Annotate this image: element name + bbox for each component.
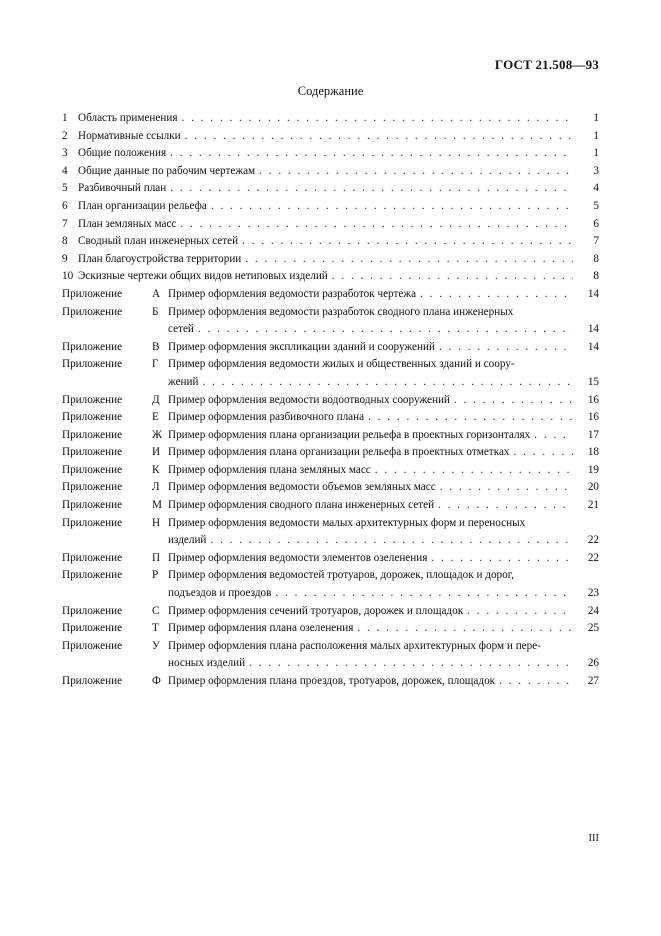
toc-entry-prefix [62,620,168,638]
toc-entry-title: подъездов и проездов [168,587,272,600]
toc-page-number: 7 [593,235,599,248]
toc-entry-prefix [62,444,168,462]
toc-page-number: 14 [587,323,599,336]
toc-page-number: 15 [587,375,599,388]
toc-entry-title: Пример оформления ведомости объемов земляных масс [168,481,436,494]
toc-entry [62,268,599,286]
toc-appendix-entry [62,479,599,497]
toc-entry-body [168,550,599,568]
standard-code: ГОСТ 21.508—93 [494,57,599,72]
toc-page-number: 14 [587,340,599,353]
toc-leader-dots [238,233,573,251]
toc-leader-dots [176,216,573,234]
toc-appendix-entry [62,427,599,445]
toc-entry-body [78,180,599,198]
toc-entry-line [168,620,599,638]
toc-entry-line [168,444,599,462]
toc-entry-title: жений [168,375,199,388]
toc-page-number: 14 [587,287,599,300]
toc-entry-line [168,304,599,322]
appendix-label: Приложение [62,393,123,406]
toc-entry-body [168,567,599,602]
toc-leader-dots [241,251,573,269]
appendix-letter: Е [152,411,159,424]
appendix-letter: Р [152,569,159,582]
appendix-letter: Н [152,516,161,529]
toc-entry-line [168,567,599,585]
appendix-letter: Г [152,358,159,371]
toc-entry-body [78,163,599,181]
toc-entry-title: Пример оформления плана организации рельефа в проектных отметках [168,446,510,459]
toc-entry-prefix [62,110,78,128]
appendix-label: Приложение [62,569,123,582]
toc-entry [62,233,599,251]
appendix-letter: Ж [152,428,163,441]
toc-entry-title: Пример оформления сечений тротуаров, дорожек и площадок [168,604,464,617]
toc-leader-dots [206,532,573,550]
toc-leader-dots [271,585,573,603]
toc-page-number: 1 [593,112,599,124]
appendix-letter: М [152,499,162,512]
toc-page-number: 16 [587,393,599,406]
toc-entry-title: Эскизные чертежи общих видов нетиповых изделий [78,270,328,283]
appendix-label: Приложение [62,463,123,476]
toc-entry-line [168,321,599,339]
toc-entry-prefix [62,268,78,286]
toc-entry-line [168,638,599,656]
toc-title: Содержание [297,84,364,98]
toc-entry-line [78,163,599,181]
toc-entry-body [168,339,599,357]
toc-entry-body [168,286,599,304]
toc-page-number: 26 [587,657,599,670]
toc-entry [62,145,599,163]
toc-entry-title: Пример оформления ведомости водоотводных сооружений [168,393,450,406]
toc-entry [62,198,599,216]
toc-appendix-entry [62,603,599,621]
toc-entry-prefix [62,392,168,410]
toc-entry-line [78,233,599,251]
toc-entry-title: Пример оформления плана земляных масс [168,463,371,476]
appendix-label: Приложение [62,516,123,529]
toc-entry-title: Пример оформления плана организации рельефа в проектных горизонталях [168,428,531,441]
toc-page-number: 22 [587,534,599,547]
toc-entry-line [168,356,599,374]
toc-entry-prefix [62,128,78,146]
toc-entry-body [78,110,599,128]
toc-leader-dots [427,550,573,568]
toc-entry-prefix [62,567,168,585]
toc-entry-prefix [62,339,168,357]
appendix-label: Приложение [62,481,123,494]
toc-entry-title: Пример оформления плана проездов, тротуаров, дорожек, площадок [168,675,496,687]
toc-leader-dots [207,198,573,216]
toc-entry-title: Пример оформления экспликации зданий и сооружений [168,340,435,353]
toc-entry-line [168,286,599,304]
appendix-label: Приложение [62,675,123,687]
toc-appendix-entry [62,286,599,304]
toc-page-number: 1 [593,129,599,142]
toc-entry-line [168,585,599,603]
toc-entry-line [78,128,599,146]
toc-leader-dots [450,392,573,410]
appendix-label: Приложение [62,639,123,652]
toc-leader-dots [245,655,573,673]
toc-entry-line [78,198,599,216]
toc-entry-prefix [62,356,168,374]
toc-appendix-entry [62,462,599,480]
toc-leader-dots [353,620,573,638]
toc-section-number: 9 [62,252,68,265]
toc-entry-title: Область применения [78,112,178,124]
appendix-letter: И [152,446,161,459]
toc-leader-dots [181,128,573,146]
appendix-label: Приложение [62,622,123,635]
toc-entry-title: Пример оформления плана озеленения [168,622,354,635]
table-of-contents [62,110,599,691]
appendix-label: Приложение [62,604,123,617]
toc-entry-line [168,515,599,533]
toc-entry-title: Пример оформления плана расположения малых архитектурных форм и пере- [168,639,541,652]
toc-section-number: 4 [62,164,68,177]
toc-page-number: 27 [587,675,599,687]
toc-entry-title: План земляных масс [78,217,177,230]
appendix-label: Приложение [62,551,123,564]
toc-leader-dots [463,603,573,621]
toc-appendix-entry [62,444,599,462]
toc-entry-body [78,216,599,234]
toc-leader-dots [510,444,573,462]
toc-entry-body [78,145,599,163]
toc-entry-title: План организации рельефа [78,199,207,212]
toc-entry-line [168,374,599,392]
toc-page-number: 8 [593,270,599,283]
toc-entry-line [168,462,599,480]
toc-appendix-entry [62,567,599,602]
appendix-letter: П [152,551,161,564]
appendix-label: Приложение [62,340,123,353]
toc-leader-dots [416,286,573,304]
toc-entry-prefix [62,673,168,691]
toc-entry-line [78,180,599,198]
toc-entry-body [168,673,599,691]
toc-entry-prefix [62,216,78,234]
appendix-label: Приложение [62,446,123,459]
toc-leader-dots [364,409,573,427]
toc-entry-body [168,620,599,638]
toc-entry-body [168,515,599,550]
toc-entry-title: Общие данные по рабочим чертежам [78,164,256,177]
toc-entry-prefix [62,409,168,427]
appendix-letter: Л [152,481,160,494]
toc-entry-line [78,251,599,269]
toc-section-number: 5 [62,182,68,195]
toc-leader-dots [530,427,573,445]
toc-leader-dots [371,462,573,480]
toc-appendix-entry [62,515,599,550]
toc-entry-body [78,198,599,216]
toc-entry-body [78,233,599,251]
toc-leader-dots [328,268,573,286]
toc-entry-line [78,110,599,128]
toc-entry-body [78,268,599,286]
toc-entry-line [78,268,599,286]
appendix-letter: В [152,340,160,353]
appendix-letter: Д [152,393,160,406]
toc-page-number: 5 [593,199,599,212]
appendix-letter: Ф [152,675,161,687]
toc-entry [62,251,599,269]
toc-entry-body [168,497,599,515]
toc-entry [62,128,599,146]
toc-entry-line [168,339,599,357]
toc-leader-dots [166,180,573,198]
appendix-label: Приложение [62,428,123,441]
toc-entry-line [168,655,599,673]
toc-entry-body [168,392,599,410]
toc-leader-dots [436,479,573,497]
toc-appendix-entry [62,392,599,410]
toc-entry-prefix [62,479,168,497]
appendix-label: Приложение [62,499,123,512]
appendix-letter: Т [152,622,159,635]
toc-entry-title: Пример оформления ведомостей тротуаров, дорожек, площадок и дорог, [168,569,514,582]
toc-entry [62,110,599,128]
toc-entry [62,163,599,181]
toc-leader-dots [434,497,573,515]
toc-appendix-entry [62,339,599,357]
toc-entry-line [168,673,599,691]
toc-entry-line [168,427,599,445]
toc-entry-title: изделий [168,534,207,547]
toc-entry-title: Пример оформления ведомости малых архитектурных форм и переносных [168,516,526,529]
toc-page-number: 3 [593,164,599,177]
toc-section-number: 6 [62,199,68,212]
toc-section-number: 2 [62,129,68,142]
appendix-label: Приложение [62,287,123,300]
appendix-letter: К [152,463,160,476]
appendix-label: Приложение [62,305,123,318]
toc-entry-title: Пример оформления ведомости разработок чертежа [168,287,417,300]
toc-page-number: 21 [587,499,599,512]
toc-entry-title: План благоустройства территории [78,252,242,265]
toc-entry-title: Пример оформления разбивочного плана [168,411,365,424]
toc-entry-prefix [62,427,168,445]
toc-appendix-entry [62,497,599,515]
toc-entry-prefix [62,145,78,163]
toc-page-number: 1 [593,147,599,160]
toc-page-number: 18 [587,446,599,459]
toc-entry-title: носных изделий [168,657,246,670]
toc-section-number: 3 [62,147,68,160]
toc-entry-title: Пример оформления ведомости элементов озеленения [168,551,428,564]
toc-entry-line [168,409,599,427]
toc-entry-body [78,251,599,269]
toc-leader-dots [199,374,573,392]
toc-leader-dots [166,145,573,163]
toc-page-number: 22 [587,551,599,564]
toc-page-number: 16 [587,411,599,424]
toc-entry-prefix [62,550,168,568]
toc-appendix-entry [62,356,599,391]
toc-page-number: 23 [587,587,599,600]
toc-entry [62,216,599,234]
toc-leader-dots [177,110,573,128]
toc-page-number: 19 [587,463,599,476]
toc-appendix-entry [62,638,599,673]
toc-entry-body [78,128,599,146]
toc-entry-body [168,444,599,462]
toc-entry-body [168,603,599,621]
toc-entry-body [168,409,599,427]
toc-entry-line [168,497,599,515]
toc-section-number: 1 [62,112,68,124]
toc-entry [62,180,599,198]
appendix-letter: У [152,639,160,652]
toc-page-number: 4 [593,182,599,195]
appendix-label: Приложение [62,358,123,371]
appendix-letter: А [152,287,161,300]
toc-section-number: 8 [62,235,68,248]
toc-leader-dots [255,163,573,181]
toc-entry-title: Пример оформления сводного плана инженерных сетей [168,499,435,512]
toc-entry-title: сетей [168,323,194,336]
toc-section-number: 7 [62,217,68,230]
toc-entry-prefix [62,163,78,181]
toc-leader-dots [194,321,573,339]
toc-appendix-entry [62,550,599,568]
toc-entry-title: Общие положения [78,147,167,160]
toc-page-number: 24 [587,604,599,617]
toc-entry-prefix [62,251,78,269]
toc-appendix-entry [62,409,599,427]
toc-entry-line [168,479,599,497]
toc-entry-line [168,603,599,621]
toc-entry-line [78,216,599,234]
toc-appendix-entry [62,673,599,691]
toc-entry-title: Пример оформления ведомости разработок сводного плана инженерных [168,305,514,318]
toc-entry-prefix [62,233,78,251]
appendix-label: Приложение [62,411,123,424]
page-number: III [588,833,599,844]
toc-entry-prefix [62,286,168,304]
toc-entry-body [168,304,599,339]
toc-leader-dots [435,339,573,357]
toc-entry-title: Сводный план инженерных сетей [78,235,239,248]
toc-entry-body [168,356,599,391]
toc-section-number: 10 [62,270,74,283]
toc-entry-line [168,550,599,568]
toc-entry-body [168,638,599,673]
toc-page-number: 8 [593,252,599,265]
toc-entry-line [168,392,599,410]
toc-appendix-entry [62,620,599,638]
toc-entry-prefix [62,198,78,216]
toc-entry-body [168,479,599,497]
toc-entry-prefix [62,638,168,656]
toc-entry-prefix [62,497,168,515]
toc-entry-prefix [62,304,168,322]
toc-entry-title: Нормативные ссылки [78,129,181,142]
toc-entry-prefix [62,603,168,621]
toc-page-number: 17 [587,428,599,441]
toc-entry-title: Разбивочный план [78,182,167,195]
toc-entry-prefix [62,462,168,480]
toc-entry-line [78,145,599,163]
toc-entry-line [168,532,599,550]
toc-entry-title: Пример оформления ведомости жилых и общественных зданий и соору- [168,358,515,371]
toc-page-number: 25 [587,622,599,635]
toc-appendix-entry [62,304,599,339]
toc-entry-prefix [62,180,78,198]
toc-entry-body [168,427,599,445]
appendix-letter: Б [152,305,159,318]
toc-leader-dots [495,673,573,691]
toc-entry-body [168,462,599,480]
appendix-letter: С [152,604,160,617]
toc-page-number: 6 [593,217,599,230]
toc-page-number: 20 [587,481,599,494]
toc-entry-prefix [62,515,168,533]
